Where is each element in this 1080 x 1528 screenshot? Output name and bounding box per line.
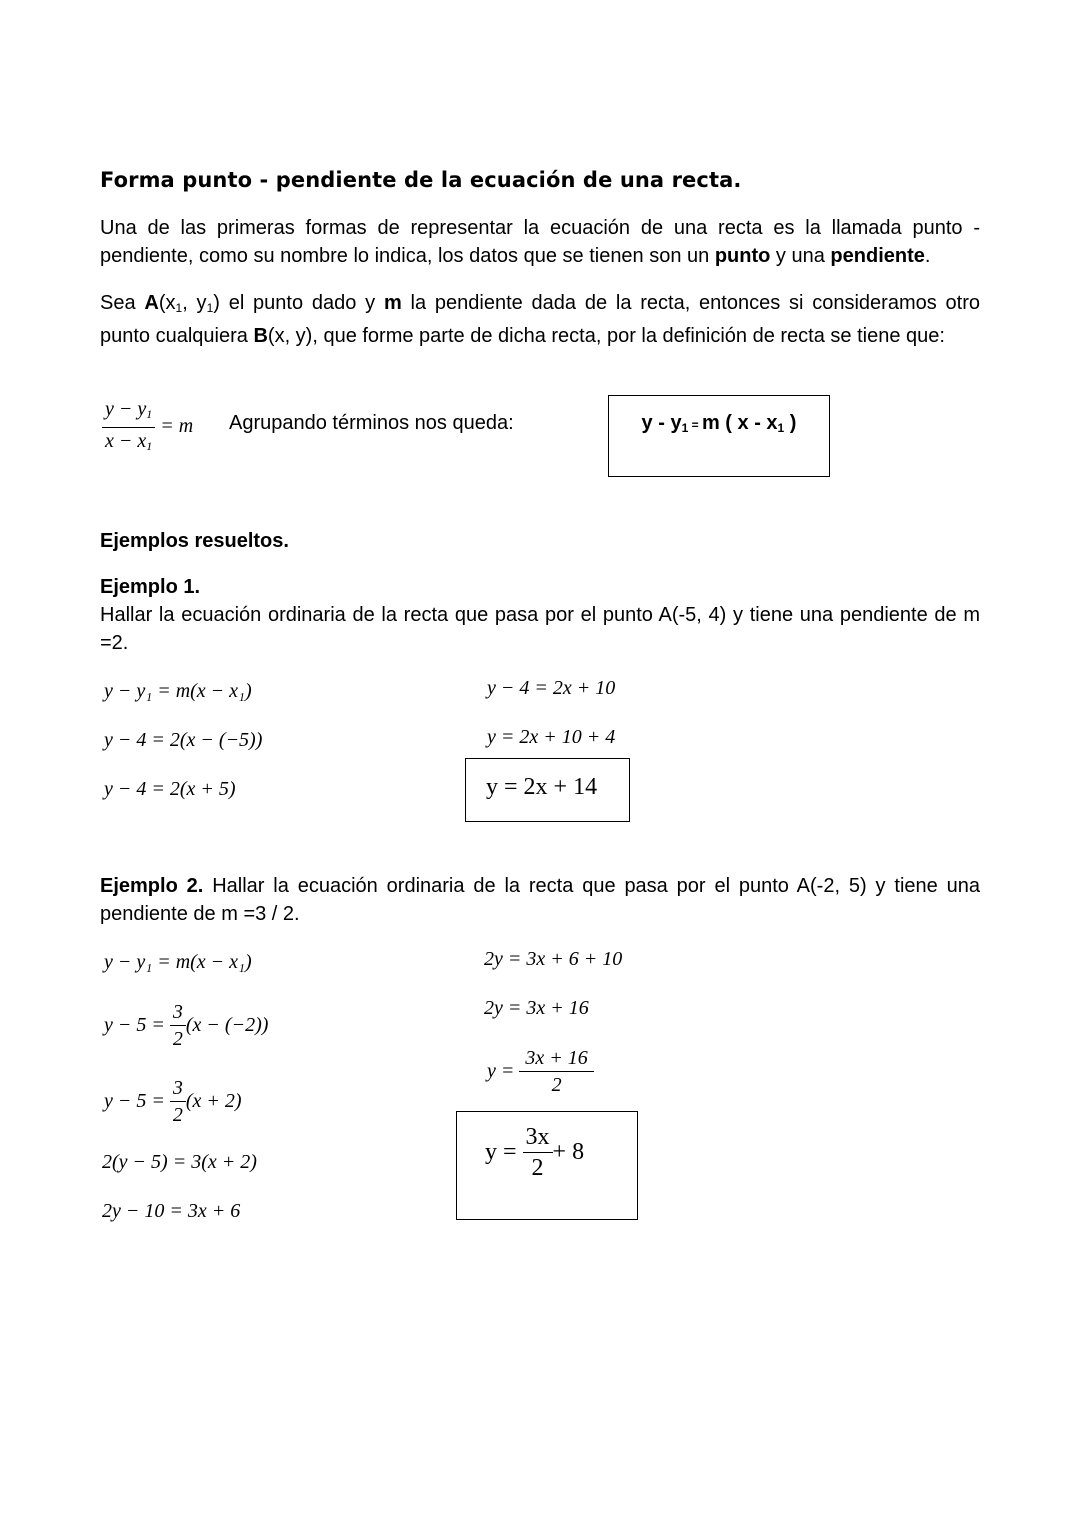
example2-result (485, 1122, 584, 1183)
subscript: 1 (206, 301, 214, 315)
example1-step: y − 4 = 2(x − (−5)) (104, 729, 263, 751)
example1-statement: Hallar la ecuación ordinaria de la recta que pasa por el punto A(-5, 4) y tiene una pendiente de m =2. (100, 604, 980, 654)
formula-equals: = (688, 418, 702, 432)
equals-m: = m (160, 415, 194, 438)
example2-statement-paragraph (100, 872, 980, 928)
example1-step: y − 4 = 2x + 10 (487, 677, 616, 699)
fraction-denominator: 2 (172, 1104, 183, 1126)
definition-paragraph (100, 289, 980, 350)
fraction (170, 1075, 186, 1128)
subscript: 1 (681, 421, 689, 435)
slope-fraction (102, 396, 155, 459)
intro-paragraph (100, 214, 980, 270)
text: (x (158, 292, 176, 314)
fraction-numerator: 3 (170, 999, 186, 1026)
step-lhs: y = (487, 1060, 515, 1082)
example2-result-box (456, 1111, 638, 1220)
fraction-numerator: 3x (523, 1122, 553, 1153)
fraction-numerator: 3x + 16 (519, 1045, 593, 1072)
subscript: 1 (146, 439, 153, 453)
example1-step: y − y₁ = m(x − x₁) (104, 680, 252, 702)
example2-step: 2y = 3x + 16 (484, 997, 589, 1019)
step-rhs: (x − (−2)) (185, 1014, 269, 1036)
keyword-punto: punto (714, 245, 771, 267)
intro-text: y una (770, 245, 831, 267)
slope-fraction-formula (102, 396, 193, 459)
fraction (523, 1122, 553, 1183)
text: Sea (100, 292, 145, 314)
example1-heading: Ejemplo 1. (100, 576, 201, 598)
fraction-numerator: 3 (170, 1075, 186, 1102)
formula-part: y - y (641, 412, 682, 434)
fraction-denominator: 2 (531, 1155, 544, 1181)
point-b-label: B (253, 325, 268, 347)
example2-step: y − y₁ = m(x − x₁) (104, 951, 252, 973)
example2-step: 2y = 3x + 6 + 10 (484, 948, 623, 970)
intro-text: Una de las primeras formas de representar la ecuación de una recta es la llamada punto - pendiente, como su nombre lo indica, los datos que se tienen son un (100, 217, 980, 267)
grouping-text: Agrupando términos nos queda: (229, 412, 514, 434)
step-rhs: (x + 2) (185, 1090, 242, 1112)
fraction-numerator (102, 396, 155, 428)
text: la pendiente dada de la recta, entonces si consideramos otro punto cualquiera (100, 292, 980, 347)
result-lhs: y = (485, 1139, 517, 1165)
fraction-denominator (102, 428, 155, 459)
page-title: Forma punto - pendiente de la ecuación de una recta. (100, 168, 742, 192)
example2-heading: Ejemplo 2. (100, 875, 204, 897)
point-slope-formula-box (608, 395, 830, 477)
step-lhs: y − 5 = (104, 1014, 165, 1036)
fraction-denominator: 2 (551, 1074, 562, 1096)
subscript: 1 (146, 407, 153, 421)
subscript: 1 (777, 421, 785, 435)
numerator-text: y − y (105, 398, 147, 420)
subscript: 1 (175, 301, 183, 315)
text: ) el punto dado y (213, 292, 384, 314)
example1-result-box (465, 758, 630, 822)
text: (x, y), que forme parte de dicha recta, por la definición de recta se tiene que: (267, 325, 945, 347)
point-a-label: A (144, 292, 159, 314)
slope-label: m (383, 292, 402, 314)
fraction (170, 999, 186, 1052)
example1-step: y = 2x + 10 + 4 (487, 726, 616, 748)
example2-step: 2(y − 5) = 3(x + 2) (102, 1151, 257, 1173)
result-rhs: + 8 (552, 1139, 585, 1165)
example1-step: y − 4 = 2(x + 5) (104, 778, 236, 800)
text: , y (182, 292, 207, 314)
intro-text: . (924, 245, 931, 267)
example2-step (104, 1075, 242, 1128)
point-slope-formula (609, 412, 829, 435)
example1-result: y = 2x + 14 (486, 774, 598, 800)
example2-step (487, 1045, 594, 1098)
step-lhs: y − 5 = (104, 1090, 165, 1112)
fraction (519, 1045, 593, 1098)
formula-part: m ( x - x (701, 412, 778, 434)
denominator-text: x − x (105, 430, 147, 452)
fraction-denominator: 2 (172, 1028, 183, 1050)
example2-step (104, 999, 268, 1052)
formula-part: ) (784, 412, 797, 434)
example2-step: 2y − 10 = 3x + 6 (102, 1200, 241, 1222)
keyword-pendiente: pendiente (830, 245, 925, 267)
examples-heading: Ejemplos resueltos. (100, 530, 289, 552)
example2-statement: Hallar la ecuación ordinaria de la recta que pasa por el punto A(-2, 5) y tiene una pendiente de m =3 / 2. (100, 875, 980, 925)
